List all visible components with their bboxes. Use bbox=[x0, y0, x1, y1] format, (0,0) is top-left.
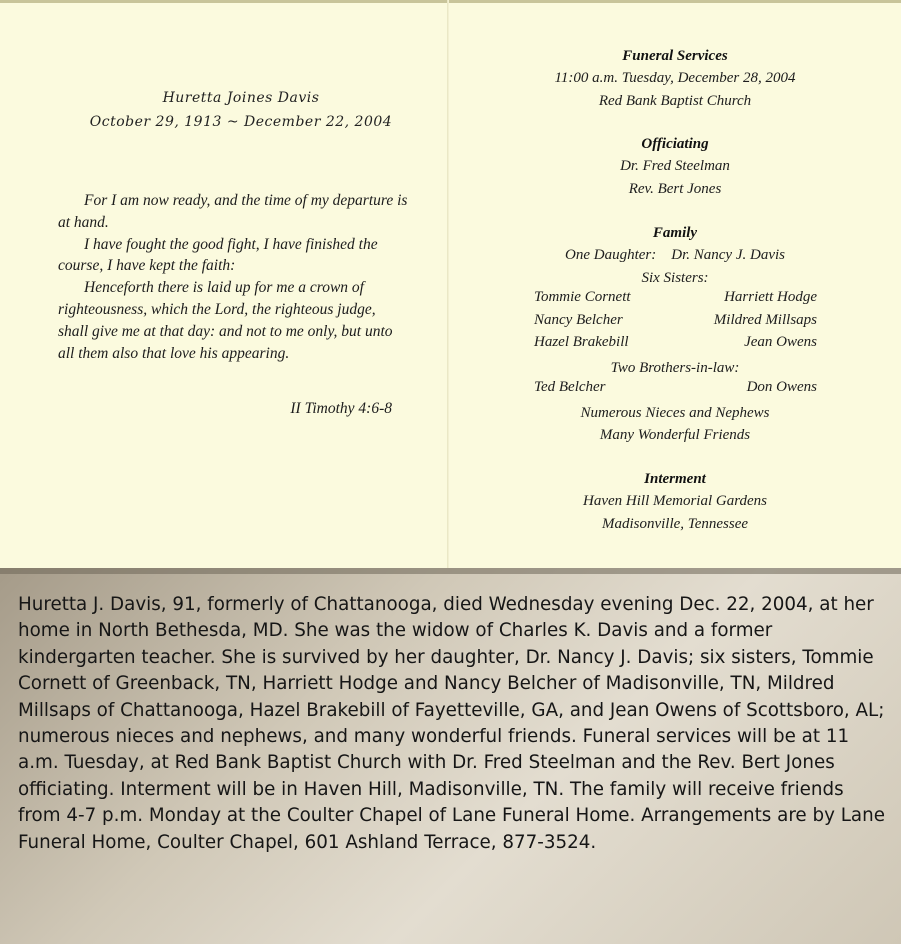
verse-line: For I am now ready, and the time of my departure is at hand. bbox=[58, 192, 408, 231]
section-heading: Funeral Services bbox=[622, 48, 728, 64]
obituary-text: Huretta J. Davis, 91, formerly of Chattanooga, died Wednesday evening Dec. 22, 2004, at her home in North Bethesda, MD. She was the widow of Charles K. Davis and a former kindergarten teacher. She is survived by her daughter, Dr. Nancy J. Davis; six sisters, Tommie Cornett of Greenback, TN, Harriett Hodge and Nancy Belcher of Madisonville, TN, Mildred Millsaps of Chattanooga, Hazel Brakebill of Fayetteville, GA, and Jean Owens of Scottsboro, AL; numerous nieces and nephews, and many wonderful friends. Funeral services will be at 11 a.m. Tuesday, at Red Bank Baptist Church with Dr. Fred Steelman and the Rev. Bert Jones officiating. Interment will be in Haven Hill, Madisonville, TN. The family will receive friends from 4-7 p.m. Monday at the Coulter Chapel of Lane Funeral Home. Arrangements are by Lane Funeral Home, Coulter Chapel, 601 Ashland Terrace, 877-3524. bbox=[18, 594, 885, 853]
family-pair-row bbox=[449, 312, 901, 335]
family-member: Mildred Millsaps bbox=[713, 311, 817, 328]
daughter-name: Dr. Nancy J. Davis bbox=[671, 247, 785, 263]
section-heading: Officiating bbox=[641, 136, 709, 152]
life-dates: October 29, 1913 ~ December 22, 2004 bbox=[89, 114, 393, 130]
deceased-name: Huretta Joines Davis bbox=[162, 90, 320, 106]
family-member: Harriett Hodge bbox=[724, 289, 817, 305]
sisters-label: Six Sisters: bbox=[641, 269, 709, 286]
program-left-panel bbox=[0, 0, 447, 568]
family-member: Jean Owens bbox=[744, 334, 817, 350]
family-member: Nancy Belcher bbox=[534, 311, 623, 328]
daughter-label: One Daughter: bbox=[565, 247, 657, 263]
service-place: Red Bank Baptist Church bbox=[598, 92, 752, 109]
clipping-top-edge bbox=[0, 568, 901, 574]
section-heading: Interment bbox=[644, 471, 706, 487]
daughter-line bbox=[449, 244, 901, 267]
interment-place: Haven Hill Memorial Gardens bbox=[583, 493, 767, 509]
officiating-section bbox=[449, 133, 901, 200]
scripture-reference: II Timothy 4:6-8 bbox=[290, 400, 392, 417]
brothers-label: Two Brothers-in-law: bbox=[610, 359, 740, 376]
verse-line: Henceforth there is laid up for me a crown of righteousness, which the Lord, the righteous judge, shall give me at that day: and not to me only, but unto all them also that love his appearing. bbox=[58, 279, 393, 362]
family-extra: Numerous Nieces and Nephews bbox=[580, 404, 770, 421]
family-pair-row bbox=[449, 334, 901, 357]
family-member: Tommie Cornett bbox=[534, 289, 631, 305]
funeral-services-section bbox=[449, 45, 901, 112]
service-time: 11:00 a.m. Tuesday, December 28, 2004 bbox=[554, 70, 796, 86]
family-member: Ted Belcher bbox=[534, 379, 606, 395]
verse-line: I have fought the good fight, I have finished the course, I have kept the faith: bbox=[58, 235, 378, 275]
family-section bbox=[449, 222, 901, 447]
section-heading: Family bbox=[652, 225, 698, 241]
scripture-verse bbox=[58, 190, 408, 364]
interment-city: Madisonville, Tennessee bbox=[601, 515, 749, 532]
program-right-panel bbox=[449, 0, 901, 568]
officiant-name: Dr. Fred Steelman bbox=[620, 158, 730, 174]
interment-section bbox=[449, 468, 901, 535]
family-pair-row bbox=[449, 379, 901, 402]
family-pair-row bbox=[449, 289, 901, 312]
family-extra: Many Wonderful Friends bbox=[599, 427, 751, 443]
officiant-name: Rev. Bert Jones bbox=[628, 180, 722, 197]
family-member: Hazel Brakebill bbox=[534, 334, 629, 350]
family-member: Don Owens bbox=[746, 379, 817, 395]
